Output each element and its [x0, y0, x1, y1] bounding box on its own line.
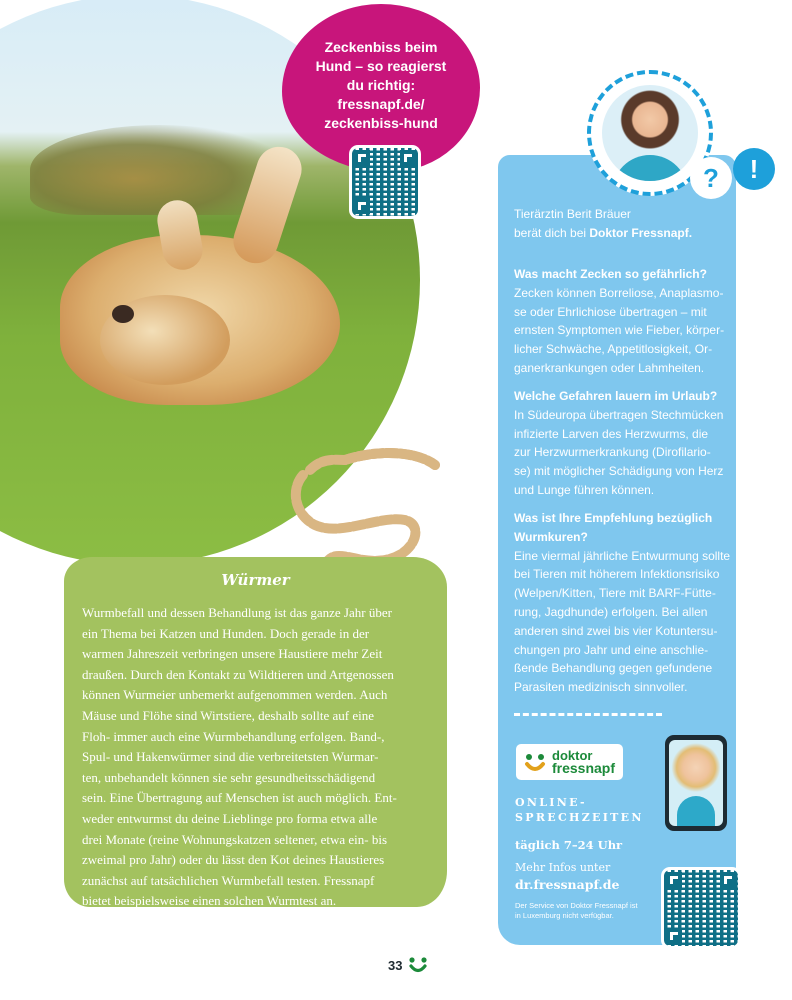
note-line: Der Service von Doktor Fressnapf ist [515, 901, 638, 910]
qa-question: Welche Gefahren lauern im Urlaub? [514, 389, 718, 403]
note-line: in Luxemburg nicht verfügbar. [515, 910, 614, 920]
qa-question: Wurmkuren? [514, 529, 588, 544]
qa-answer-line: ganerkrankungen oder Lahmheiten. [514, 360, 705, 375]
qa-question: Was macht Zecken so gefährlich? [514, 267, 707, 281]
avatar-shirt [612, 155, 688, 181]
qr-finder [354, 150, 370, 166]
text-line: warmen Jahreszeit verbringen unsere Haustiere mehr Zeit [82, 646, 383, 662]
doktor-fressnapf-logo [516, 744, 623, 780]
promo-line: Zeckenbiss beim [324, 39, 438, 55]
phone-shirt [677, 796, 715, 826]
qa-answer-line: bei Tieren mit höherem Infektionsrisiko [514, 567, 720, 582]
qr-finder [354, 198, 370, 214]
worms-title: Würmer [221, 571, 290, 589]
worms-info-box [64, 557, 447, 907]
promo-line: Hund – so reagierst [315, 58, 447, 74]
text-line: Floh- immer auch eine Wurmbehandlung erfolgen. Band-, [82, 728, 385, 744]
qr-finder [666, 928, 682, 944]
phone-screen [669, 740, 723, 826]
qa-answer-line: ernsten Symptomen wie Fieber, körper- [514, 323, 725, 338]
text-line: zweimal pro Jahr) oder du lässt den Kot deines Haustieres [82, 852, 385, 868]
text-line: draußen. Durch den Kontakt zu Wildtieren und Artgenossen [82, 666, 394, 682]
intro-brand: Doktor Fressnapf. [589, 225, 693, 240]
qa-answer-line: infizierte Larven des Herzwurms, die [514, 426, 709, 441]
question-bubble-icon: ? [690, 157, 732, 199]
website-link[interactable]: dr.fressnapf.de [515, 877, 620, 892]
qr-finder [400, 150, 416, 166]
promo-line: du richtig: [346, 77, 416, 93]
promo-link[interactable]: fressnapf.de/ [337, 96, 425, 112]
text-line: können Wurmeier unbemerkt aufgenommen werden. Auch [82, 687, 388, 703]
promo-link[interactable]: zeckenbiss-hund [324, 115, 438, 131]
qr-finder [666, 872, 682, 888]
qr-code-zeckenbiss[interactable] [352, 148, 418, 216]
qa-answer-line: rung, Jagdhunde) erfolgen. Bei allen [514, 604, 708, 619]
qa-answer-line: In Südeuropa übertragen Stechmücken [514, 407, 724, 422]
brand-mark-icon [408, 956, 428, 974]
brand-mark-icon [524, 752, 546, 774]
intro-prefix: berät dich bei [514, 225, 590, 240]
logo-text-fressnapf: fressnapf [552, 760, 616, 776]
text-line: Wurmbefall und dessen Behandlung ist das ganze Jahr über [82, 605, 392, 620]
qa-answer-line: zur Herzwurmerkrankung (Dirofilario- [514, 445, 711, 460]
more-info-label: Mehr Infos unter [515, 861, 611, 874]
qa-question: Was ist Ihre Empfehlung bezüglich [514, 511, 713, 525]
text-line: ein Thema bei Katzen und Hunden. Doch gerade in der [82, 625, 370, 641]
qa-answer-line: ßende Behandlung gegen gefundene [514, 661, 713, 676]
qa-answer-line: Parasiten medizinisch sinnvoller. [514, 680, 688, 695]
dog-nose [112, 305, 134, 323]
page-number: 33 [388, 958, 403, 973]
qr-code-doktor-fressnapf[interactable] [664, 870, 738, 946]
vet-intro [514, 205, 726, 243]
qa-answer-line: anderen sind zwei bis vier Kotuntersu- [514, 623, 718, 638]
qa-block-2 [514, 387, 726, 500]
qa-answer-line: se oder Ehrlichiose übertragen – mit [514, 304, 707, 319]
qa-answer-line: licher Schwäche, Appetitlosigkeit, Or- [514, 342, 713, 357]
intro-line: Tierärztin Berit Bräuer [514, 207, 631, 221]
qa-answer-line: se) mit möglicher Schädigung von Herz [514, 464, 724, 479]
text-line: sein. Eine Übertragung auf Menschen ist auch möglich. Ent- [82, 790, 397, 806]
text-line: Mäuse und Flöhe sind Wirtstiere, deshalb sollte auf eine [82, 707, 375, 723]
qa-answer-line: Eine viermal jährliche Entwurmung sollte [514, 548, 731, 563]
opening-hours: täglich 7–24 Uhr [515, 838, 623, 852]
qr-finder [720, 872, 736, 888]
service-note [515, 901, 638, 920]
text-line: ten, unbehandelt können sie sehr gesundheitsschädigend [82, 769, 376, 785]
qa-answer-line: und Lunge führen können. [514, 482, 655, 497]
text-line: zunächst auf tatsächlichen Wurmbefall testen. Fressnapf [82, 872, 375, 888]
title-line: ONLINE- [515, 796, 587, 809]
promo-bubble [282, 4, 480, 172]
phone-illustration [665, 735, 727, 831]
qa-block-3 [514, 509, 731, 697]
qa-answer-line: chungen pro Jahr und eine anschlie- [514, 642, 709, 657]
text-line: weder entwurmst du deine Lieblinge pro forma etwa alle [82, 810, 378, 826]
vet-avatar [602, 85, 698, 181]
intro-line [514, 224, 726, 243]
logo-text-doktor: doktor [552, 748, 593, 763]
qa-answer-line: (Welpen/Kitten, Tiere mit BARF-Fütte- [514, 586, 716, 601]
worms-text [82, 603, 432, 912]
title-line: SPRECHZEITEN [515, 811, 644, 824]
text-line: drei Monate (reine Wohnungskatzen seltener, etwa ein- bis [82, 831, 388, 847]
qa-block-1 [514, 265, 726, 378]
text-line: Spul- und Hakenwürmer sind die verbreitetsten Wurmar- [82, 749, 379, 765]
online-hours-title [515, 795, 644, 825]
text-line: bietet beispielsweise einen solchen Wurmtest an. [82, 893, 337, 909]
qa-answer-line: Zecken können Borreliose, Anaplasmo- [514, 285, 724, 300]
divider [514, 713, 662, 716]
exclamation-bubble-icon: ! [733, 148, 775, 190]
